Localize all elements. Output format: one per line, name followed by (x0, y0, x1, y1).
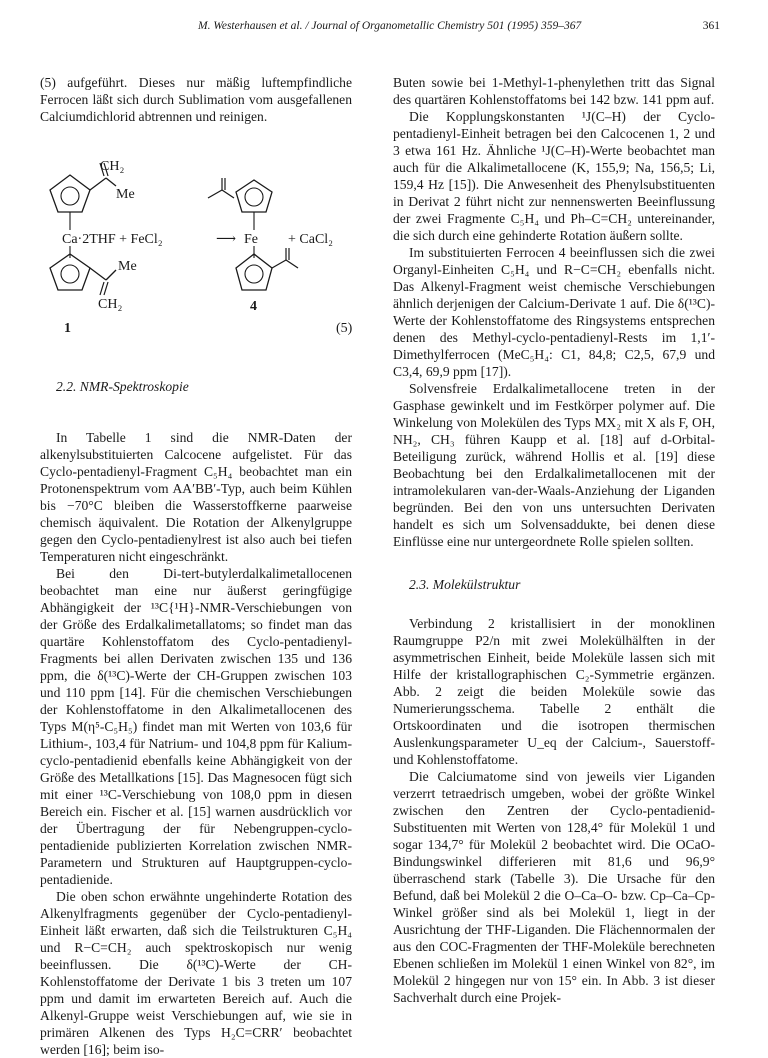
journal-citation: M. Westerhausen et al. / Journal of Organometallic Chemistry 501 (1995) 359–367 (198, 20, 582, 32)
running-header (48, 20, 720, 40)
compound-label-4: 4 (250, 299, 257, 314)
paragraph-right-2: Im substituierten Ferrocen 4 beeinflussen sich die zwei Organyl-Einheiten C₅H₄ und R−C=CH₂ ebenfalls nicht. Das Alkenyl-Fragment weist chemische Verschiebungen ähnlich derjenigen der Calcium-Derivate 1 auf. Die δ(¹³C)-Werte der Kohlenstoffatome des Ringsystems entsprechen denen des Methyl-cyclo-pentadienyl-Rests im 1,1′-Dimethylferrocen (MeC₅H₄: C1, 84,8; C2,5, 67,9 und C3,4, 69,9 ppm [17]). (393, 245, 715, 379)
reaction-scheme (40, 150, 370, 340)
reaction-arrow: ⟶ (216, 232, 237, 247)
left-column (40, 74, 352, 125)
paragraph-right-0: Buten sowie bei 1-Methyl-1-phenylethen tritt das Signal des quartären Kohlenstoffatoms bei 142 bzw. 141 ppm auf. (393, 75, 715, 107)
paragraph-structure-2: Die Calciumatome sind von jeweils vier Liganden verzerrt tetraedrisch umgeben, wobei der größte Winkel zwischen den Zentren der Cyclo-pentadienid-Substituenten mit Werten von 128,4° für Molekül 1 und sogar 134,7° für Molekül 2 beobachtet wird. Die OCaO-Bindungswinkel differieren mit 81,6 und 96,9° überraschend stark (Tabelle 3). Die Ursache für den Befund, daß bei Molekül 2 die O–Ca–O- bzw. Cp–Ca–Cp-Winkel größer sind als bei Molekül 1, liegt in der Ausrichtung der THF-Liganden. Die Flächennormalen der aus den COC-Fragmenten der THF-Moleküle berechneten Ebenen schließen im Molekül 1 einen Winkel von 82°, im Molekül 2 hingegen nur von 15° ein. In Abb. 3 ist dieser Sachverhalt durch eine Projek- (393, 769, 715, 1005)
paragraph-nmr-3: Die oben schon erwähnte ungehinderte Rotation des Alkenylfragments gegenüber der Cyclo-pentadienyl-Einheit läßt erwarten, daß sich die Teilstrukturen C₅H₄ und R−C=CH₂ auch spektroskopisch nur wenig beeinflussen. Die δ(¹³C)-Werte der CH-Kohlenstoffatome der Derivate 1 bis 3 treten um 107 ppm und damit im erwarteten Bereich auf. Auch die Alkenyl-Gruppe weist Verschiebungen auf, wie sie in primären Alkenen des Typs H₂C=CRR′ beobachtet werden [16]; beim iso- (40, 889, 352, 1057)
cp-ring-bottom (50, 246, 116, 295)
section-heading-nmr: 2.2. NMR-Spektroskopie (56, 379, 189, 394)
me-top-label: Me (116, 187, 135, 202)
paragraph-intro: (5) aufgeführt. Dieses nur mäßig luftempfindliche Ferrocen läßt sich durch Sublimation vom ausgefallenen Calciumdichlorid abtrennen und reinigen. (40, 75, 352, 124)
paragraph-nmr-2: Bei den Di-tert-butylerdalkalimetallocenen beobachtet man eine nur äußerst geringfügige Abhängigkeit der ¹³C{¹H}-NMR-Verschiebungen von der Größe des Erdalkalimetallatoms; so findet man das quartäre Kohlenstoffatom des Cyclo-pentadienyl-Fragments bei allen Derivaten zwischen 135 und 136 ppm, die δ(¹³C)-Werte der CH-Gruppen zwischen 103 und 110 ppm [14]. Für die chemischen Verschiebungen der Kohlenstoffatome in den Alkalimetallocenen des Typs M(η⁵-C₅H₅) findet man mit Werten von 103,6 für Lithium-, 103,4 für Natrium- und 104,8 ppm für Kalium-cyclo-pentadienid ebenfalls keine Abhängigkeit von der Größe des Metallkations [15]. Das Magnesocen fügt sich mit einer ¹³C-Verschiebung von 108,0 ppm in diesen Bereich ein. Fischer et al. [15] warnen ausdrücklich vor der Übertragung der für Nebengruppen-cyclo-pentadienide publizierten Korrelation zwischen NMR-Parametern und Strukturen auf Hauptgruppen-cyclo-pentadienide. (40, 566, 352, 887)
me-bottom-label: Me (118, 259, 137, 274)
fe-label: Fe (244, 232, 258, 247)
page-number: 361 (702, 20, 720, 32)
section-heading-structure: 2.3. Molekülstruktur (409, 577, 521, 592)
ch2-bottom-label: CH₂ (98, 297, 123, 312)
ca-thf-label: Ca·2THF + FeCl₂ (62, 232, 163, 247)
right-column (393, 74, 715, 1006)
compound-label-1: 1 (64, 321, 71, 336)
left-column-body (40, 378, 352, 1058)
paragraph-right-1: Die Kopplungskonstanten ¹J(C–H) der Cyclo-pentadienyl-Einheit betragen bei den Calcocenen 1, 2 und 3 etwa 161 Hz. Ähnliche ¹J(C–H)-Werte beobachtet man auch für die Alkalimetallocene (K, 155,9; Na, 156,5; Li, 159,4 Hz [15]). Die Anwesenheit des Phenylsubstituenten in Derivat 2 führt nicht zur nennenswerten Beeinflussung der zwei Fragmente C₅H₄ und Ph–C=CH₂ untereinander, die sich durch eine gehinderte Rotation äußern sollte. (393, 109, 715, 243)
equation-number: (5) (336, 321, 353, 336)
cacl2-label: + CaCl₂ (288, 232, 334, 247)
paragraph-structure-1: Verbindung 2 kristallisiert in der monoklinen Raumgruppe P2/n mit zwei Molekülhälften in der asymmetrischen Einheit, beide Moleküle lassen sich mit Hilfe der kristallographischen C₂-Symmetrie ergänzen. Abb. 2 zeigt die beiden Moleküle sowie das Numerierungsschema. Tabelle 2 enthält die Ortskoordinaten und die isotropen thermischen Auslenkungsparameter U_eq der Calcium-, Sauerstoff- und Kohlenstoffatome. (393, 616, 715, 767)
paragraph-nmr-1: In Tabelle 1 sind die NMR-Daten der alkenylsubstituierten Calcocene aufgelistet. Für das Cyclo-pentadienyl-Fragment C₅H₄ beobachtet man ein Protonenspektrum vom AA′BB′-Typ, auch beim Kühlen bis −70°C bleiben die Wasserstoffkerne paarweise chemisch äquivalent. Die Rotation der Alkenylgruppe gegen den Cyclo-pentadienylrest ist also auch bei tiefen Temperaturen nicht eingeschränkt. (40, 430, 352, 564)
paragraph-right-3: Solvensfreie Erdalkalimetallocene treten in der Gasphase gewinkelt und im Festkörper polymer auf. Die Winkelung von Molekülen des Typs MX₂ mit X als F, OH, NH₂, CH₃ führen Kaupp et al. [18] auf d-Orbital-Beteiligung zurück, während Hollis et al. [19] diese Beobachtung bei den Erdalkalimetallocenen mit der intramolekularen van-der-Waals-Anziehung der Liganden begründen. Bei den von uns untersuchten Derivaten handelt es sich um Solvensaddukte, bei denen diese Einflüsse eine nur untergeordnete Rolle spielen sollten. (393, 381, 715, 549)
ch2-top-label: CH₂ (100, 159, 125, 174)
